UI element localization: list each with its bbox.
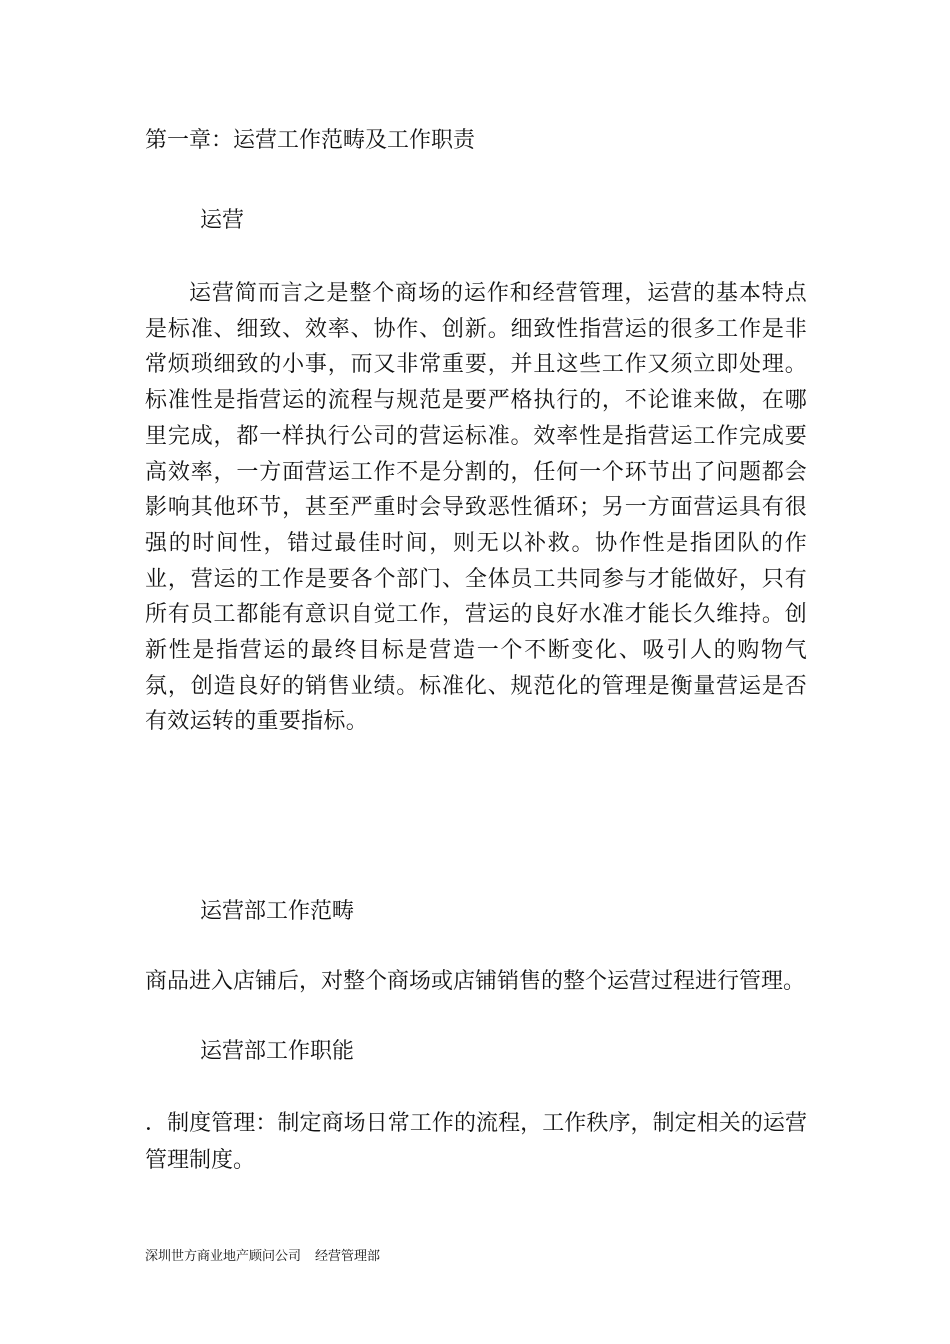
section-heading-operation: 运营 [200, 208, 245, 233]
chapter-title: 第一章：运营工作范畴及工作职责 [145, 128, 476, 153]
section-body-scope: 商品进入店铺后，对整个商场或店铺销售的整个运营过程进行管理。 [145, 969, 806, 994]
footer-department: 经营管理部 [315, 1249, 381, 1264]
section-heading-functions: 运营部工作职能 [200, 1039, 355, 1064]
page-footer [145, 1248, 380, 1266]
footer-company: 深圳世方商业地产顾问公司 [145, 1249, 302, 1264]
section-body-operation: 运营简而言之是整个商场的运作和经营管理，运营的基本特点是标准、细致、效率、协作、创新。细致性指营运的很多工作是非常烦琐细致的小事，而又非常重要，并且这些工作又须立即处理。标准性是指营运的流程与规范是要严格执行的，不论谁来做，在哪里完成，都一样执行公司的营运标准。效率性是指营运工作完成要高效率，一方面营运工作不是分割的，任何一个环节出了问题都会影响其他环节，甚至严重时会导致恶性循环；另一方面营运具有很强的时间性，错过最佳时间，则无以补救。协作性是指团队的作业，营运的工作是要各个部门、全体员工共同参与才能做好，只有所有员工都能有意识自觉工作，营运的良好水准才能长久维持。创新性是指营运的最终目标是营造一个不断变化、吸引人的购物气氛，创造良好的销售业绩。标准化、规范化的管理是衡量营运是否有效运转的重要指标。 [145, 281, 807, 735]
section-heading-scope: 运营部工作范畴 [200, 899, 355, 924]
section-body-functions: ．制度管理：制定商场日常工作的流程，工作秩序，制定相关的运营管理制度。 [145, 1111, 807, 1173]
